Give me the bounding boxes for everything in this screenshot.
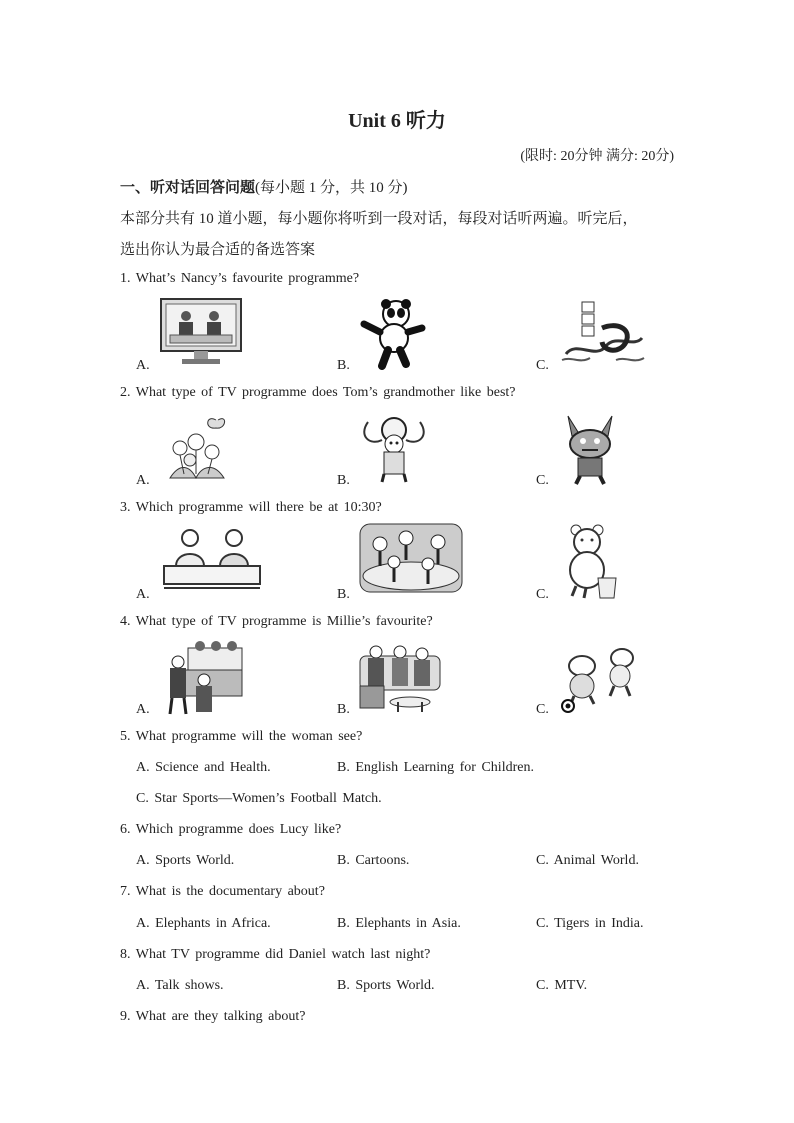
section-heading-text: 一、听对话回答问题 [120,180,256,196]
q5-option-a[interactable]: A. Science and Health. [136,760,271,775]
q1-option-b-label: B. [337,358,350,373]
game-show-contestants-icon [160,640,244,716]
section-note: (每小题 1 分，共 10 分) [255,180,408,196]
q6-option-b[interactable]: B. Cartoons. [337,853,410,868]
instruction-line-1: 本部分共有 10 道小题，每小题你将听到一段对话，每段对话听两遍。听完后， [120,211,638,227]
q6-option-c[interactable]: C. Animal World. [536,853,639,868]
q1-option-a-label: A. [136,358,150,373]
question-4: 4. What type of TV programme is Millie’s favourite? [120,614,433,629]
cartoon-wolf-icon [560,412,620,486]
winnie-the-pooh-icon [562,522,620,600]
question-9: 9. What are they talking about? [120,1009,306,1024]
q2-option-c-label: C. [536,473,549,488]
talk-show-sofa-icon [358,642,442,714]
instruction-line-2: 选出你认为最合适的备选答案 [120,242,316,258]
question-3: 3. Which programme will there be at 10:30? [120,500,382,515]
q6-option-a[interactable]: A. Sports World. [136,853,235,868]
children-music-show-icon [358,522,464,594]
cartoon-pigs-soccer-icon [560,644,640,714]
question-2: 2. What type of TV programme does Tom’s grandmother like best? [120,385,516,400]
question-1: 1. What’s Nancy’s favourite programme? [120,271,360,286]
q3-option-c-label: C. [536,587,549,602]
q8-option-b[interactable]: B. Sports World. [337,978,435,993]
q2-option-a-label: A. [136,473,150,488]
q5-option-b[interactable]: B. English Learning for Children. [337,760,534,775]
q4-option-a-label: A. [136,702,150,717]
q4-option-c-label: C. [536,702,549,717]
q1-option-c-label: C. [536,358,549,373]
q3-option-a-label: A. [136,587,150,602]
question-5: 5. What programme will the woman see? [120,729,363,744]
q7-option-a[interactable]: A. Elephants in Africa. [136,916,271,931]
q7-option-b[interactable]: B. Elephants in Asia. [337,916,461,931]
news-presenters-icon [160,526,264,592]
q5-option-c[interactable]: C. Star Sports—Women’s Football Match. [136,791,382,806]
question-6: 6. Which programme does Lucy like? [120,822,342,837]
q3-option-b-label: B. [337,587,350,602]
q2-option-b-label: B. [337,473,350,488]
q4-option-b-label: B. [337,702,350,717]
kung-fu-panda-icon [358,298,428,370]
section-heading [120,176,408,197]
q8-option-c[interactable]: C. MTV. [536,978,588,993]
flowers-butterfly-icon [160,412,232,484]
opera-performer-icon [358,412,430,484]
news-anchors-tv-icon [160,298,242,370]
q7-option-c[interactable]: C. Tigers in India. [536,916,644,931]
china-emblem-icon [556,298,648,370]
page-title: Unit 6 听力 [348,110,446,132]
time-limit: (限时: 20分钟 满分: 20分) [520,149,674,164]
q8-option-a[interactable]: A. Talk shows. [136,978,224,993]
question-8: 8. What TV programme did Daniel watch last night? [120,947,431,962]
question-7: 7. What is the documentary about? [120,884,325,899]
